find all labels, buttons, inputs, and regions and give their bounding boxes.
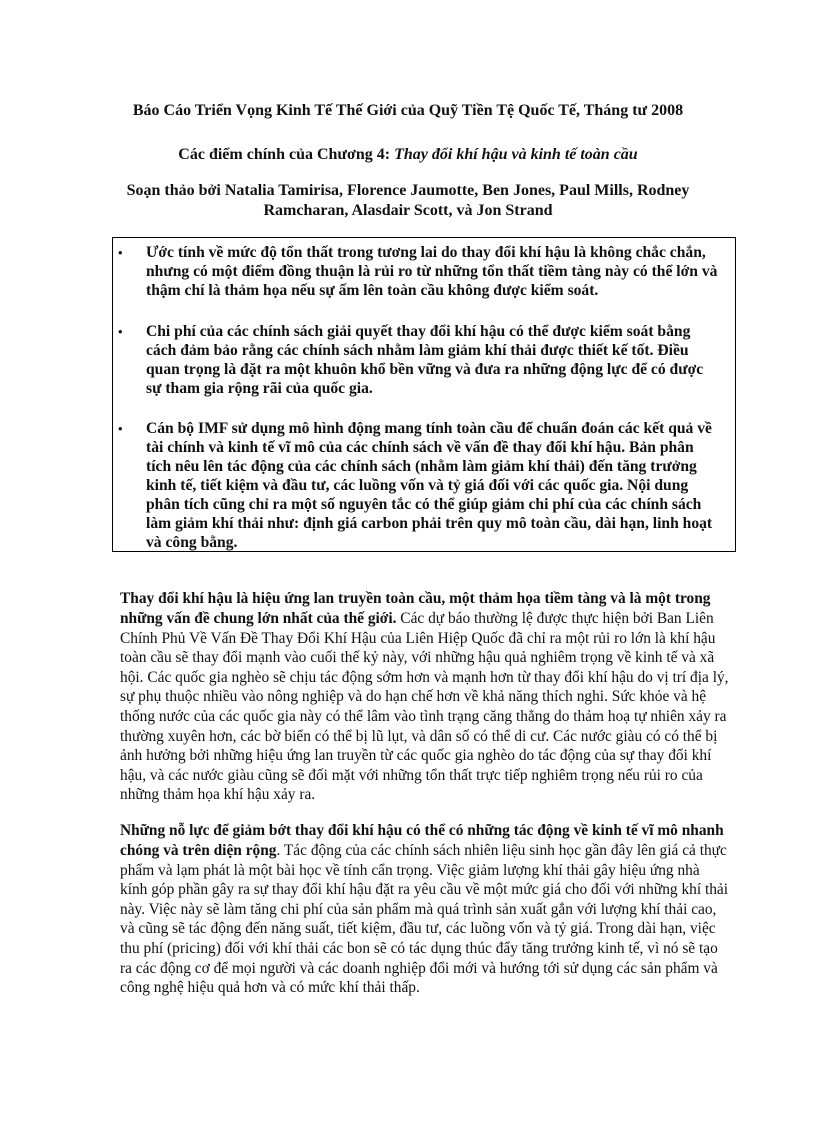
key-point-text: Chi phí của các chính sách giải quyết thay đổi khí hậu có thể được kiểm soát bằng cách đảm bảo rằng các chính sách nhằm làm giảm khí thải được thiết kế tốt. Điều quan trọng là đặt ra một khuôn khổ bền vững và đưa ra những động lực để có được sự tham gia rộng rãi của quốc gia.	[146, 323, 704, 397]
body-paragraph	[120, 589, 730, 805]
bullet-icon: •	[118, 324, 123, 339]
report-title: Báo Cáo Triển Vọng Kinh Tế Thế Giới của Quỹ Tiền Tệ Quốc Tế, Tháng tư 2008	[132, 102, 684, 119]
body-paragraph	[120, 821, 730, 997]
paragraph-body: Các dự báo thường lệ được thực hiện bởi Ban Liên Chính Phủ Về Vấn Đề Thay Đổi Khí Hậu của Liên Hiệp Quốc đã chỉ ra một rủi ro lớn là khí hậu toàn cầu sẽ thay đổi mạnh vào cuối thế kỷ này, với những hậu quả nghiêm trọng về kinh tế và xã hội. Các quốc gia nghèo sẽ chịu tác động sớm hơn và mạnh hơn từ thay đổi khí hậu do vị trí địa lý, sự phụ thuộc nhiều vào nông nghiệp và do hạn chế hơn về khả năng thích nghi. Sức khỏe và hệ thống nước của các quốc gia này có thể lâm vào tình trạng căng thẳng do thảm hoạ tự nhiên xảy ra thường xuyên hơn, các bờ biển có thể bị lũ lụt, và dân số có thể di cư. Các nước giàu có có thể bị ảnh hưởng bởi những hiệu ứng lan truyền từ các quốc gia nghèo do tác động của sự thay đổi khí hậu, và các nước giàu cũng sẽ đối mặt với những tổn thất trực tiếp nghiêm trọng nếu rủi ro của những thảm họa khí hậu xảy ra.	[120, 609, 729, 804]
authors-line: Soạn thảo bởi Natalia Tamirisa, Florence Jaumotte, Ben Jones, Paul Mills, Rodney Ramcharan, Alasdair Scott, và Jon Strand	[126, 182, 690, 219]
key-point-item	[113, 322, 733, 398]
key-point-item	[113, 243, 733, 300]
key-point-text: Cán bộ IMF sử dụng mô hình động mang tính toàn cầu để chuẩn đoán các kết quả về tài chính và kinh tế vĩ mô của các chính sách về vấn đề thay đổi khí hậu. Bản phân tích nêu lên tác động của các chính sách (nhằm làm giảm khí thải) đến tăng trưởng kinh tế, tiết kiệm và đầu tư, các luồng vốn và tỷ giá đối với các quốc gia. Nội dung phân tích cũng chỉ ra một số nguyên tắc có thể giúp giảm chi phí của các chính sách làm giảm khí thải như: định giá carbon phải trên quy mô toàn cầu, dài hạn, linh hoạt và công bằng.	[146, 420, 713, 551]
chapter-title: Thay đổi khí hậu và kinh tế toàn cầu	[394, 146, 638, 163]
bullet-icon: •	[118, 421, 123, 436]
key-point-item	[113, 419, 733, 552]
key-point-text: Ước tính về mức độ tổn thất trong tương lai do thay đổi khí hậu là không chắc chắn, nhưng có một điểm đồng thuận là rủi ro từ những tổn thất tiềm tàng này có thể lớn và thậm chí là thảm họa nếu sự ấm lên toàn cầu không được kiểm soát.	[146, 244, 718, 299]
paragraph-body: . Tác động của các chính sách nhiên liệu sinh học gần đây lên giá cả thực phẩm và lạm phát là một bài học về tính cẩn trọng. Việc giảm lượng khí thải gây hiệu ứng nhà kính góp phần gây ra sự thay đổi khí hậu đặt ra yêu cầu về một mức giá cho đối với những khí thải này. Việc này sẽ làm tăng chi phí của sản phẩm mà quá trình sản xuất gắn với lượng khí thải cao, và cũng sẽ tác động đến năng suất, tiết kiệm, đầu tư, các luồng vốn và tỷ giá. Trong dài hạn, việc thu phí (pricing) đối với khí thải các bon sẽ có tác dụng thúc đẩy tăng trưởng kinh tế, vì nó sẽ tạo ra các động cơ để mọi người và các doanh nghiệp đổi mới và hướng tới sử dụng các sản phẩm và công nghệ hiệu quả hơn và có mức khí thải thấp.	[120, 841, 729, 997]
paragraph-lead: Thay đổi khí hậu là hiệu ứng lan truyền toàn cầu, một thảm họa tiềm tàng và là một trong những vấn đề chung lớn nhất của thế giới.	[120, 590, 711, 627]
key-points-box	[112, 237, 736, 552]
chapter-heading	[0, 145, 816, 165]
bullet-icon: •	[118, 245, 123, 260]
chapter-prefix: Các điểm chính của Chương 4:	[178, 146, 395, 163]
paragraph-lead: Những nỗ lực để giảm bớt thay đổi khí hậu có thể có những tác động về kinh tế vĩ mô nhanh chóng và trên diện rộng	[120, 822, 724, 859]
